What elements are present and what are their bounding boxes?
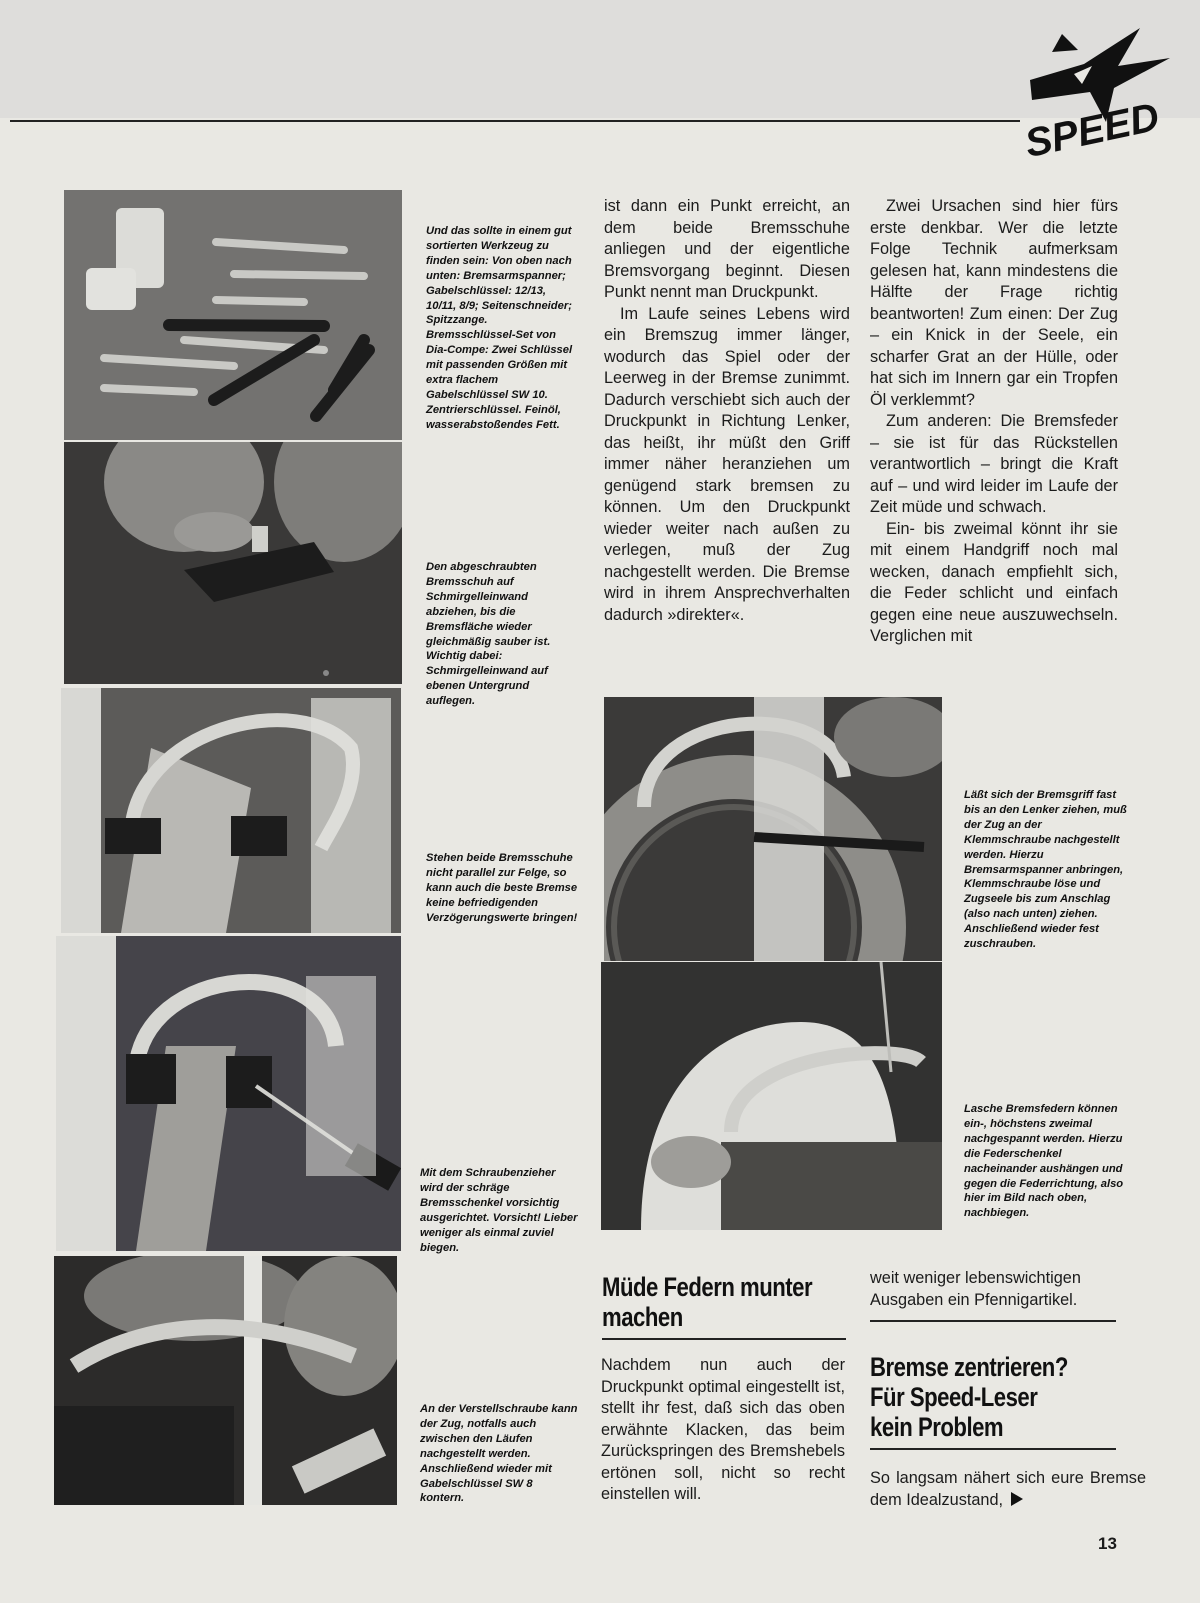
heading-line: Für Speed-Leser [870,1382,1038,1412]
caption-sanding: Den abgeschraubten Bremsschuh auf Schmirgelleinwand abziehen, bis die Bremsfläche wieder gleichmäßig sauber ist. Wichtig dabei: Schmirgelleinwand auf ebenen Untergrund auflegen. [426,561,551,708]
caption-screwdriver: Mit dem Schraubenzieher wird der schräge Bremsschenkel vorsichtig ausgerichtet. Vorsicht! Lieber weniger als einmal zuviel biegen. [420,1167,578,1254]
section-rule [602,1338,846,1340]
section-heading-tired-springs [602,1272,812,1332]
speed-logo [1022,22,1172,162]
section-heading-centering [870,1352,1068,1442]
heading-line: machen [602,1302,683,1332]
column-3-paragraph: Zum anderen: Die Bremsfeder – sie ist für das Rückstellen verantwortlich – bringt die Kraft auf – und wird leider im Laufe der Zeit müde und schwach. [870,412,1118,516]
photo-adjuster [54,1256,397,1505]
column-3-paragraph: Zwei Ursachen sind hier fürs erste denkbar. Wer die letzte Folge Technik aufmerksam gelesen hat, kann mindestens die Hälfte der Frage richtig beantworten! Zum einen: Der Zug – ein Knick in der Seele, ein scharfer Grat an der Hülle, oder hat sich im Innern gar ein Tropfen Öl verklemmt? [870,197,1118,409]
column-2-paragraph: ist dann ein Punkt erreicht, an dem beide Bremsschuhe anliegen und der eigentliche Bremsvorgang beginnt. Diesen Punkt nennt man Druckpunkt. [604,197,850,301]
caption-springs: Lasche Bremsfedern können ein-, höchstens zweimal nachgespannt werden. Hierzu die Federschenkel nacheinander aushängen und gegen die Federrichtung, also hier im Bild nach oben, nachbiegen. [964,1103,1124,1220]
page-number: 13 [1098,1534,1117,1553]
photo-screwdriver [56,936,401,1251]
header-rule [10,120,1020,122]
photo-brake-lever-adjust [604,697,942,961]
caption-adjuster: An der Verstellschraube kann der Zug, notfalls auch zwischen den Läufen nachgestellt werden. Anschließend wieder mit Gabelschlüssel SW 8 kontern. [420,1403,578,1505]
continue-arrow-icon [1011,1492,1023,1506]
section-tired-body: Nachdem nun auch der Druckpunkt optimal eingestellt ist, stellt ihr fest, daß sich das oben erwähnte Klacken, das beim Zurückspringen des Bremshebels ertönen soll, nicht so recht einstellen will. [601,1356,845,1503]
photo-brake-springs [601,962,942,1230]
logo-text: SPEED [1022,94,1163,162]
column-3-continued: weit weniger lebenswichtigen Ausgaben ein Pfennigartikel. [870,1269,1081,1309]
caption-tools: Und das sollte in einem gut sortierten Werkzeug zu finden sein: Von oben nach unten: Bremsarmspanner; Gabelschlüssel: 12/13, 10/11, 8/9; Seitenschneider; Spitzzange. Bremsschlüssel-Set von Dia-Compe: Zwei Schlüssel mit passenden Größen mit extra flachem Gabelschlüssel SW 10. Zentrierschlüssel. Feinöl, wasserabstoßendes Fett. [426,225,573,431]
heading-line: Bremse zentrieren? [870,1352,1068,1382]
photo-tools [64,190,402,440]
header-band [0,0,1200,118]
column-3-text [870,196,1118,648]
section-center-body [870,1468,1146,1511]
photo-sanding [64,442,402,684]
photo-brake-parallel [61,688,401,933]
caption-lever: Läßt sich der Bremsgriff fast bis an den Lenker ziehen, muß der Zug an der Klemmschraube nachgestellt werden. Hierzu Bremsarmspanner anbringen, Klemmschraube löse und Zugseele bis zum Anschlag (also nach unten) ziehen. Anschließend wieder fest zuschrauben. [964,789,1127,951]
caption-parallel: Stehen beide Bremsschuhe nicht parallel zur Felge, so kann auch die beste Bremse keine befriedigenden Verzögerungswerte bringen! [426,852,578,924]
section-rule [870,1320,1116,1322]
heading-line: kein Problem [870,1412,1004,1442]
section-rule [870,1448,1116,1450]
heading-line: Müde Federn munter [602,1272,813,1302]
column-3-paragraph: Ein- bis zweimal könnt ihr sie mit einem Handgriff noch mal wecken, danach empfiehlt sich, die Feder schlicht und einfach gegen eine neue auszuwechseln. Verglichen mit [870,519,1118,645]
column-2-paragraph: Im Laufe seines Lebens wird ein Bremszug immer länger, wodurch das Spiel oder der Leerweg in der Bremse zunimmt. Dadurch verschiebt sich auch der Druckpunkt in Richtung Lenker, das heißt, ihr müßt den Griff immer näher heranziehen um genügend stark bremsen zu können. Um den Druckpunkt wieder weiter nach außen zu verlegen, muß der Zug nachgestellt werden. Die Bremse wird in ihrem Ansprechverhalten dadurch »direkter«. [604,304,850,624]
column-2-text [604,196,850,626]
section-center-text: So langsam nähert sich eure Bremse dem Idealzustand, [870,1469,1146,1509]
